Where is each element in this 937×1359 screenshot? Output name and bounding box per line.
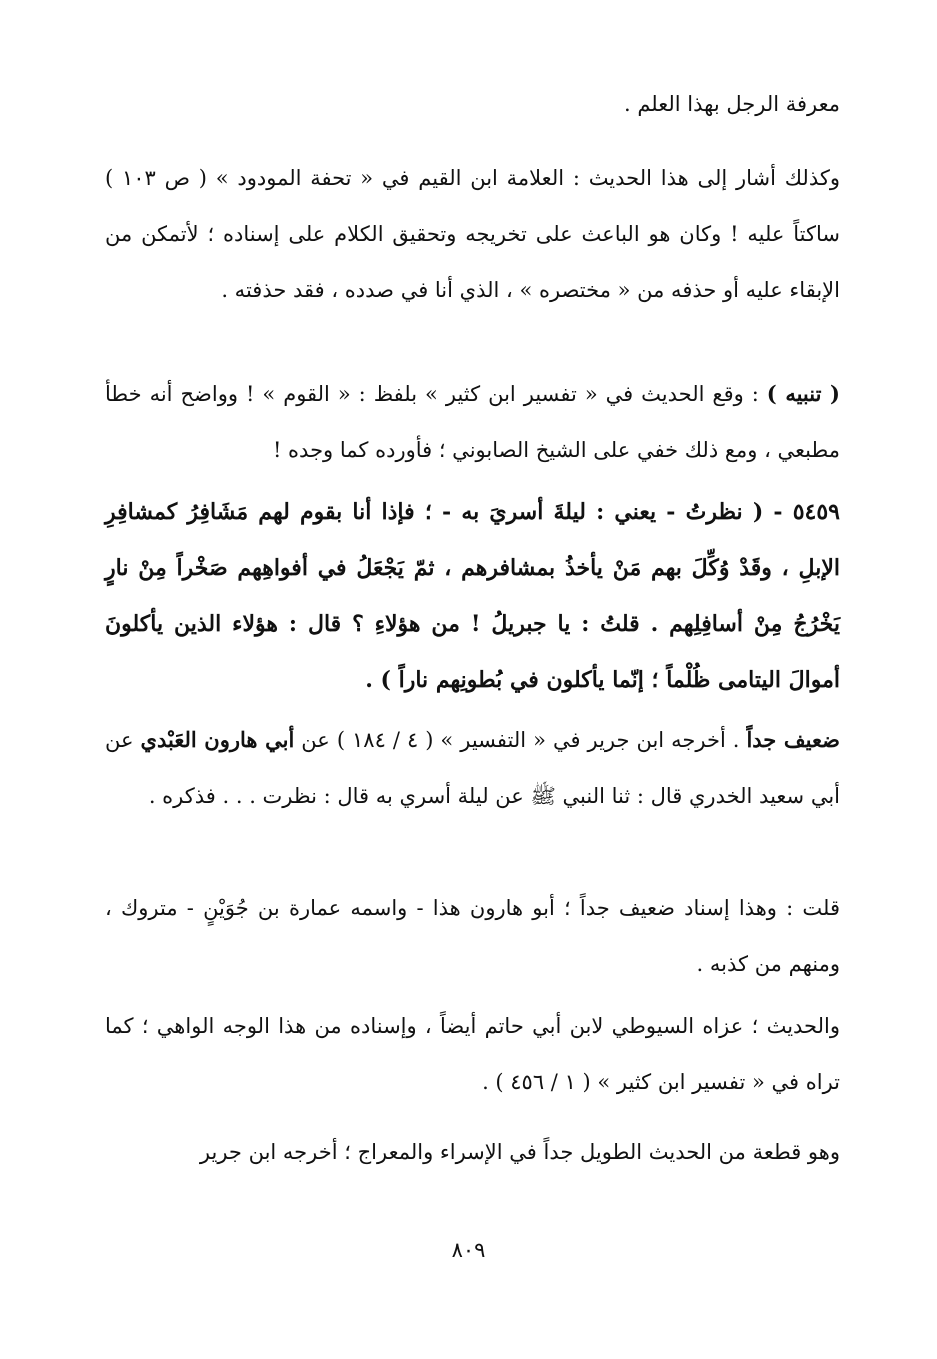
paragraph-suyuti [105,998,840,1110]
paragraph-text: قلت : وهذا إسناد ضعيف جداً ؛ أبو هارون هذا - واسمه عمارة بن جُوَيْنٍ - متروك ، ومنهم من كذبه . [105,896,840,976]
paragraph-isnad-comment [105,880,840,992]
hadith-5459 [105,484,840,708]
paragraph-text: عن أبي سعيد الخدري قال : ثنا النبي ﷺ عن ليلة أسري به قال : نظرت . . . فذكره . [105,728,840,808]
paragraph-text: : وقع الحديث في « تفسير ابن كثير » بلفظ : « القوم » ! وواضح أنه خطأ مطبعي ، ومع ذلك خفي على الشيخ الصابوني ؛ فأورده كما وجده ! [105,382,840,462]
paragraph-tanbih [105,366,840,478]
paragraph-ibn-qayyim-note [105,150,840,318]
paragraph-text: وهو قطعة من الحديث الطويل جداً في الإسراء والمعراج ؛ أخرجه ابن جرير [199,1140,840,1164]
paragraph-continuation [105,76,840,132]
paragraph-grading [105,712,840,824]
paragraph-text: والحديث ؛ عزاه السيوطي لابن أبي حاتم أيضاً ، وإسناده من هذا الوجه الواهي ؛ كما تراه في « تفسير ابن كثير » ( ١ / ٤٥٦ ) . [105,1014,840,1094]
hadith-text: ٥٤٥٩ - ( نظرتُ - يعني : ليلةَ أسريَ به - ؛ فإذا أنا بقوم لهم مَشَافِرُ كمشافِرِ الإبلِ ، وقَدْ وُكِّلَ بهم مَنْ يأخذُ بمشافرهم ، ثمّ يَجْعَلُ في أفواهِهم صَخْراً مِنْ نارٍ يَخْرُجُ مِنْ أسافِلِهم . قلتُ : يا جبريلُ ! من هؤلاءِ ؟ قال : هؤلاء الذين يأكلونَ أموالَ اليتامى ظُلْماً ؛ إنّما يأكلون في بُطونِهم ناراً ) . [105,499,840,693]
paragraph-text: معرفة الرجل بهذا العلم . [623,92,840,116]
paragraph-text: وكذلك أشار إلى هذا الحديث : العلامة ابن القيم في « تحفة المودود » ( ص ١٠٣ ) ساكتاً عليه ! وكان هو الباعث على تخريجه وتحقيق الكلام على إسناده ؛ لأتمكن من الإبقاء عليه أو حذفه من « مختصره » ، الذي أنا في صدده ، فقد حذفته . [105,166,840,302]
paragraph-text: . أخرجه ابن جرير في « التفسير » ( ٤ / ١٨٤ ) عن [294,728,747,752]
page-number: ٨٠٩ [451,1238,486,1262]
grading-label: ضعيف جداً [746,727,840,752]
paragraph-isra-miraj [105,1124,840,1180]
narrator-name: أبي هارون العَبْدي [140,727,295,752]
tanbih-label: ( تنبيه ) [766,381,840,406]
